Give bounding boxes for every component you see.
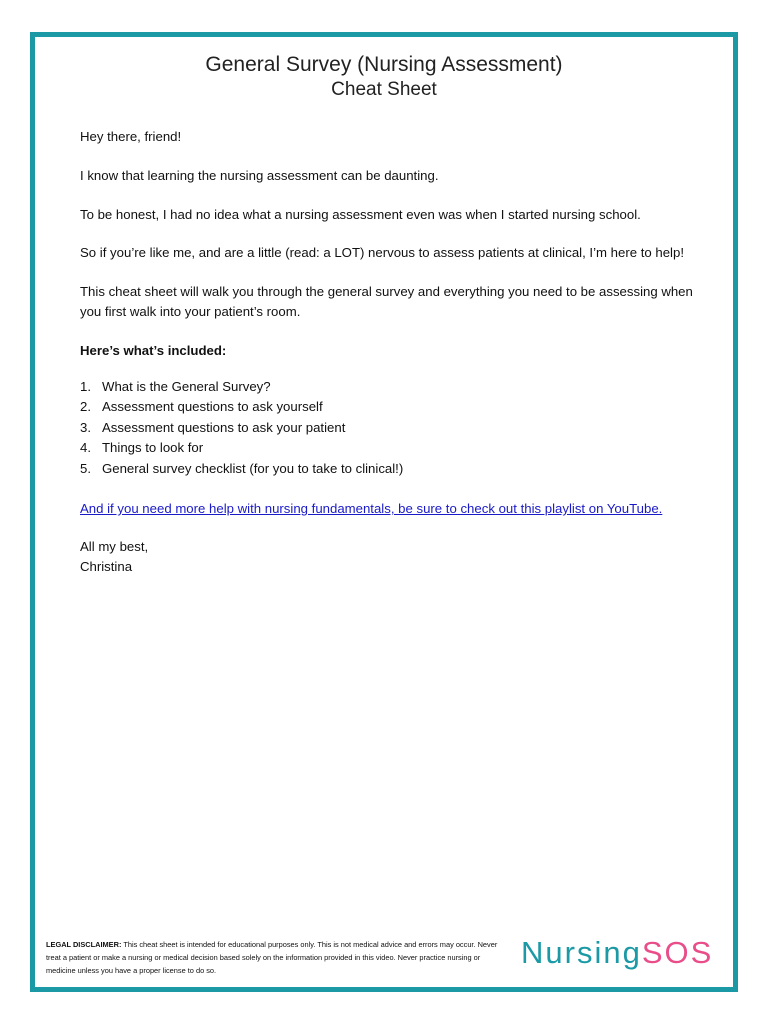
signoff-line-1: All my best, [80, 539, 149, 554]
greeting: Hey there, friend! [80, 129, 182, 144]
paragraph-3: So if you’re like me, and are a little (read: a LOT) nervous to assess patients at clinical, I’m here to help! [80, 245, 684, 260]
page-frame [30, 32, 738, 992]
nursingsos-logo [521, 934, 713, 972]
disclaimer-label: LEGAL DISCLAIMER: [46, 940, 122, 949]
list-item: 1. What is the General Survey? [80, 379, 271, 394]
list-item: 2. Assessment questions to ask yourself [80, 399, 323, 415]
paragraph-2: To be honest, I had no idea what a nursing assessment even was when I started nursing school. [80, 207, 641, 222]
paragraph-4: This cheat sheet will walk you through the general survey and everything you need to be assessing when you first walk into your patient’s room. [80, 284, 693, 319]
youtube-playlist-link[interactable]: And if you need more help with nursing fundamentals, be sure to check out this playlist on YouTube. [80, 501, 663, 516]
included-heading: Here’s what’s included: [80, 343, 227, 358]
disclaimer-text: This cheat sheet is intended for educational purposes only. This is not medical advice and errors may occur. Never treat a patient or make a nursing or medical decision based solely on the information provided in this video. Never practice nursing or medicine unless you have a proper license to do so. [46, 940, 498, 975]
signoff-name: Christina [80, 559, 133, 574]
list-item: 5. General survey checklist (for you to take to clinical!) [80, 460, 404, 476]
logo-part-nursing: Nursing [521, 935, 642, 970]
legal-disclaimer [46, 938, 506, 977]
page-subtitle: Cheat Sheet [331, 79, 437, 100]
list-item: 4. Things to look for [80, 440, 204, 456]
page-title: General Survey (Nursing Assessment) [205, 53, 563, 76]
list-item: 3. Assessment questions to ask your patient [80, 419, 346, 435]
logo-part-sos: SOS [641, 935, 714, 970]
included-list [80, 379, 403, 481]
paragraph-1: I know that learning the nursing assessment can be daunting. [80, 168, 439, 183]
